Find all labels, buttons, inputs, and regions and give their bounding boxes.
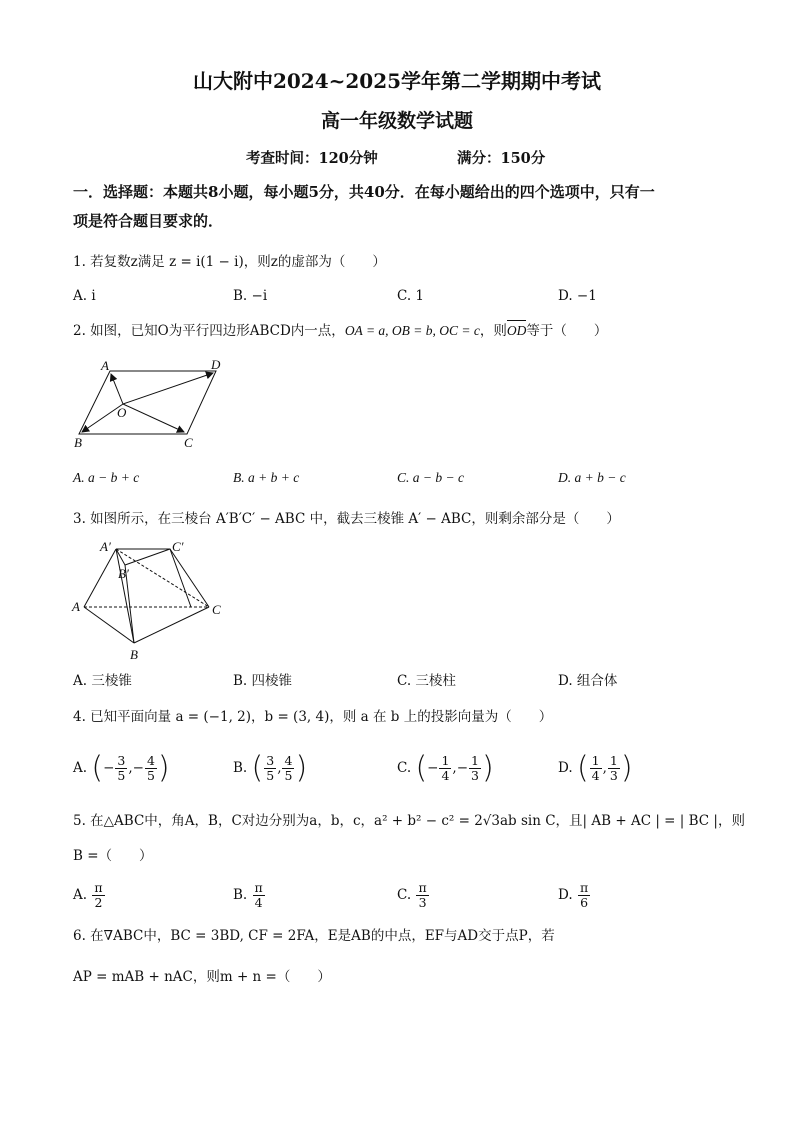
q1-option-a: A. i — [73, 288, 96, 304]
q2-stem-vectors: OA = a, OB = b, OC = c — [344, 323, 480, 338]
q6-stem-line2: AP = mAB + nAC，则m + n =（ ） — [73, 969, 331, 985]
label-a-prime: A′ — [100, 539, 111, 554]
edge-b-c — [134, 607, 209, 643]
label-c: C — [212, 602, 221, 617]
edge-a-prime-c-hidden — [116, 549, 209, 607]
q5-option-b: B. $\frac{\pi}{4}$ — [233, 880, 263, 910]
q3-option-d: D. 组合体 — [558, 673, 618, 689]
q5-stem-line2: B =（ ） — [73, 848, 153, 864]
label-b: B — [130, 647, 138, 662]
time-label: 考查时间：120分钟 — [246, 150, 378, 167]
edge-b-prime-c-prime — [125, 549, 170, 565]
q5-option-c: C. $\frac{\pi}{3}$ — [397, 880, 427, 910]
label-c-prime: C′ — [172, 539, 184, 554]
parallelogram-outline — [79, 371, 216, 434]
q1-option-b: B. −i — [233, 288, 268, 304]
q2-stem — [73, 322, 607, 340]
label-a: A — [72, 599, 80, 614]
section-heading-line2: 项是符合题目要求的． — [73, 212, 224, 230]
q3-option-a: A. 三棱锥 — [73, 673, 132, 689]
edge-a-prime-a — [84, 549, 116, 607]
q4-option-c: C. (− $\frac{1}{4}$ ,− $\frac{1}{3}$ ) — [397, 750, 494, 786]
q2-stem-od-vector: OD — [506, 323, 527, 338]
q2-stem-part-a: 2. 如图，已知O为平行四边形ABCD内一点， — [73, 323, 345, 339]
q4-option-d: D. ( $\frac{1}{4}$ , $\frac{1}{3}$ ) — [558, 750, 633, 786]
edge-c-prime-c — [170, 549, 209, 607]
q1-stem: 1. 若复数z满足 z = i(1 − i)，则z的虚部为（ ） — [73, 254, 386, 270]
q5-option-d: D. $\frac{\pi}{6}$ — [558, 880, 589, 910]
q1-option-d: D. −1 — [558, 288, 597, 304]
frustum-figure — [66, 537, 236, 667]
section-heading-line1: 一．选择题：本题共8小题，每小题5分，共40分．在每小题给出的四个选项中，只有一 — [73, 183, 655, 201]
q3-option-b: B. 四棱锥 — [233, 673, 293, 689]
q5-option-a: A. $\frac{\pi}{2}$ — [73, 880, 103, 910]
q2-option-a: A. a − b + c — [73, 470, 140, 485]
vector-od — [123, 373, 213, 404]
exam-subtitle: 高一年级数学试题 — [320, 110, 473, 132]
q3-option-c: C. 三棱柱 — [397, 673, 456, 689]
q1-option-c: C. 1 — [397, 288, 425, 304]
label-c: C — [184, 435, 193, 450]
q2-stem-part-e: 等于（ ） — [526, 323, 608, 339]
label-o: O — [117, 405, 127, 420]
q6-stem: 6. 在∇ABC中，BC = 3BD, CF = 2FA，E是AB的中点，EF与AD交于点P，若 — [73, 928, 555, 944]
vector-oa — [111, 374, 123, 404]
q4-stem: 4. 已知平面向量 a = (−1, 2)，b = (3, 4)，则 a 在 b 上的投影向量为（ ） — [73, 709, 553, 725]
edge-a-b — [84, 607, 134, 643]
q2-option-d: D. a + b − c — [558, 470, 626, 485]
q5-stem: 5. 在△ABC中，角A，B，C对边分别为a，b，c，a² + b² − c² = 2√3ab sin C，且| AB + AC | = | BC |，则 — [73, 813, 745, 829]
label-b-prime: B′ — [118, 566, 129, 581]
score-label: 满分：150分 — [457, 150, 546, 167]
q3-stem: 3. 如图所示，在三棱台 A′B′C′ − ABC 中，截去三棱锥 A′ − ABC，则剩余部分是（ ） — [73, 511, 620, 527]
q2-stem-part-c: ，则 — [479, 323, 507, 339]
label-d: D — [211, 357, 221, 372]
q2-option-c: C. a − b − c — [397, 470, 464, 485]
parallelogram-figure — [66, 354, 236, 454]
label-b: B — [74, 435, 82, 450]
q4-option-a: A. (− $\frac{3}{5}$ ,− $\frac{4}{5}$ ) — [73, 750, 170, 786]
q4-option-b: B. ( $\frac{3}{5}$ , $\frac{4}{5}$ ) — [233, 750, 308, 786]
exam-title: 山大附中2024~2025学年第二学期期中考试 — [192, 69, 602, 93]
q2-option-b: B. a + b + c — [233, 470, 300, 485]
vector-oc — [123, 404, 184, 432]
label-a: A — [101, 358, 109, 373]
